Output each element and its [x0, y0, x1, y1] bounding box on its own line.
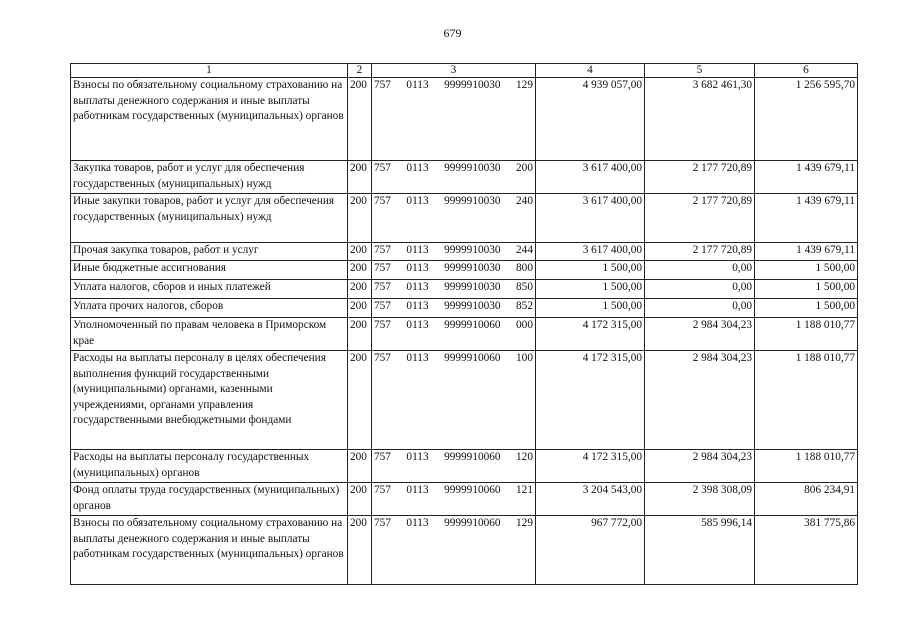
- code-part: 757: [374, 352, 391, 364]
- code-part: 0113: [406, 352, 429, 364]
- row-description: Взносы по обязательному социальному страхованию на выплаты денежного содержания и иные выплаты работникам государственных (муниципальных) органов: [71, 78, 348, 161]
- row-amount-6: 1 500,00: [755, 280, 858, 299]
- row-column-2: 200: [348, 243, 372, 261]
- row-column-2: 200: [348, 318, 372, 351]
- code-part: 9999910060: [444, 451, 501, 463]
- code-part: 757: [374, 281, 391, 293]
- row-amount-6: 1 439 679,11: [755, 243, 858, 261]
- code-part: 9999910030: [444, 162, 501, 174]
- code-part: 9999910030: [444, 195, 501, 207]
- code-part: 9999910060: [444, 517, 501, 529]
- row-amount-6: 1 256 595,70: [755, 78, 858, 161]
- code-part: 757: [374, 262, 391, 274]
- code-part: 9999910030: [444, 281, 501, 293]
- row-column-2: 200: [348, 450, 372, 483]
- row-amount-6: 1 500,00: [755, 261, 858, 280]
- row-amount-6: 1 188 010,77: [755, 318, 858, 351]
- code-part: 757: [374, 451, 391, 463]
- table-row: [71, 280, 858, 299]
- code-part: 9999910060: [444, 484, 501, 496]
- row-description: Иные закупки товаров, работ и услуг для обеспечения государственных (муниципальных) нужд: [71, 194, 348, 243]
- table-row: [71, 299, 858, 318]
- row-code: [372, 194, 536, 243]
- row-amount-6: 1 439 679,11: [755, 161, 858, 194]
- row-code: [372, 351, 536, 450]
- table-body: [71, 78, 858, 585]
- code-part: 757: [374, 484, 391, 496]
- code-part: 0113: [406, 517, 429, 529]
- code-part: 9999910030: [444, 262, 501, 274]
- row-column-2: 200: [348, 516, 372, 585]
- row-amount-5: 0,00: [645, 280, 755, 299]
- code-part: 9999910060: [444, 352, 501, 364]
- budget-table: [70, 63, 858, 585]
- code-part: 9999910030: [444, 244, 501, 256]
- row-amount-6: 806 234,91: [755, 483, 858, 516]
- code-part: 0113: [406, 79, 429, 91]
- row-amount-4: 1 500,00: [536, 261, 645, 280]
- row-column-2: 200: [348, 161, 372, 194]
- code-part: 0113: [406, 162, 429, 174]
- row-description: Уплата налогов, сборов и иных платежей: [71, 280, 348, 299]
- table-row: [71, 450, 858, 483]
- code-part: 120: [516, 451, 533, 463]
- code-part: 240: [516, 195, 533, 207]
- code-part: 800: [516, 262, 533, 274]
- row-description: Расходы на выплаты персоналу государственных (муниципальных) органов: [71, 450, 348, 483]
- row-amount-6: 1 188 010,77: [755, 351, 858, 450]
- table-row: [71, 78, 858, 161]
- code-part: 757: [374, 79, 391, 91]
- code-part: 0113: [406, 195, 429, 207]
- table-row: [71, 351, 858, 450]
- table-row: [71, 483, 858, 516]
- row-amount-5: 2 398 308,09: [645, 483, 755, 516]
- table-row: [71, 194, 858, 243]
- code-part: 129: [516, 79, 533, 91]
- row-amount-4: 4 172 315,00: [536, 450, 645, 483]
- page-number: 679: [443, 26, 462, 40]
- table-header-row: [71, 64, 858, 78]
- row-amount-4: 1 500,00: [536, 280, 645, 299]
- column-header: 6: [755, 64, 858, 78]
- row-column-2: 200: [348, 483, 372, 516]
- code-part: 850: [516, 281, 533, 293]
- row-code: [372, 78, 536, 161]
- code-part: 757: [374, 244, 391, 256]
- row-amount-4: 3 617 400,00: [536, 194, 645, 243]
- row-code: [372, 299, 536, 318]
- code-part: 0113: [406, 300, 429, 312]
- row-amount-4: 4 172 315,00: [536, 351, 645, 450]
- code-part: 0113: [406, 244, 429, 256]
- table-row: [71, 261, 858, 280]
- row-amount-4: 3 617 400,00: [536, 161, 645, 194]
- row-amount-5: 2 177 720,89: [645, 161, 755, 194]
- row-column-2: 200: [348, 78, 372, 161]
- row-amount-5: 585 996,14: [645, 516, 755, 585]
- row-column-2: 200: [348, 299, 372, 318]
- row-description: Уплата прочих налогов, сборов: [71, 299, 348, 318]
- row-amount-6: 1 188 010,77: [755, 450, 858, 483]
- row-amount-5: 0,00: [645, 299, 755, 318]
- code-part: 757: [374, 319, 391, 331]
- code-part: 0113: [406, 484, 429, 496]
- row-amount-4: 1 500,00: [536, 299, 645, 318]
- code-part: 757: [374, 162, 391, 174]
- row-amount-4: 967 772,00: [536, 516, 645, 585]
- row-description: Фонд оплаты труда государственных (муниципальных) органов: [71, 483, 348, 516]
- row-column-2: 200: [348, 194, 372, 243]
- row-column-2: 200: [348, 280, 372, 299]
- row-column-2: 200: [348, 351, 372, 450]
- column-header: 1: [71, 64, 348, 78]
- code-part: 100: [516, 352, 533, 364]
- row-code: [372, 450, 536, 483]
- row-amount-4: 4 939 057,00: [536, 78, 645, 161]
- row-code: [372, 161, 536, 194]
- row-amount-4: 3 204 543,00: [536, 483, 645, 516]
- code-part: 9999910030: [444, 79, 501, 91]
- row-description: Взносы по обязательному социальному страхованию на выплаты денежного содержания и иные выплаты работникам государственных (муниципальных) органов: [71, 516, 348, 585]
- row-amount-4: 4 172 315,00: [536, 318, 645, 351]
- row-amount-5: 2 984 304,23: [645, 450, 755, 483]
- code-part: 0113: [406, 262, 429, 274]
- code-part: 0113: [406, 451, 429, 463]
- row-amount-6: 381 775,86: [755, 516, 858, 585]
- row-amount-5: 2 177 720,89: [645, 243, 755, 261]
- row-code: [372, 280, 536, 299]
- row-description: Иные бюджетные ассигнования: [71, 261, 348, 280]
- code-part: 757: [374, 300, 391, 312]
- column-header: 5: [645, 64, 755, 78]
- code-part: 0113: [406, 281, 429, 293]
- table-row: [71, 243, 858, 261]
- row-amount-5: 2 984 304,23: [645, 351, 755, 450]
- row-amount-5: 0,00: [645, 261, 755, 280]
- row-code: [372, 261, 536, 280]
- row-description: Уполномоченный по правам человека в Приморском крае: [71, 318, 348, 351]
- row-description: Прочая закупка товаров, работ и услуг: [71, 243, 348, 261]
- row-code: [372, 318, 536, 351]
- row-description: Закупка товаров, работ и услуг для обеспечения государственных (муниципальных) нужд: [71, 161, 348, 194]
- code-part: 129: [516, 517, 533, 529]
- code-part: 852: [516, 300, 533, 312]
- table-row: [71, 161, 858, 194]
- row-amount-5: 2 177 720,89: [645, 194, 755, 243]
- table-row: [71, 516, 858, 585]
- code-part: 0113: [406, 319, 429, 331]
- code-part: 200: [516, 162, 533, 174]
- column-header: 4: [536, 64, 645, 78]
- column-header: 2: [348, 64, 372, 78]
- code-part: 9999910060: [444, 319, 501, 331]
- row-amount-4: 3 617 400,00: [536, 243, 645, 261]
- code-part: 757: [374, 195, 391, 207]
- row-amount-6: 1 439 679,11: [755, 194, 858, 243]
- code-part: 000: [516, 319, 533, 331]
- row-code: [372, 516, 536, 585]
- code-part: 244: [516, 244, 533, 256]
- row-amount-5: 3 682 461,30: [645, 78, 755, 161]
- column-header: 3: [372, 64, 536, 78]
- row-column-2: 200: [348, 261, 372, 280]
- code-part: 757: [374, 517, 391, 529]
- row-code: [372, 483, 536, 516]
- table-row: [71, 318, 858, 351]
- row-description: Расходы на выплаты персоналу в целях обеспечения выполнения функций государственными (муниципальными) органами, казенными учреждениями, органами управления государственными внебюджетными фондами: [71, 351, 348, 450]
- code-part: 9999910030: [444, 300, 501, 312]
- row-amount-6: 1 500,00: [755, 299, 858, 318]
- code-part: 121: [516, 484, 533, 496]
- row-code: [372, 243, 536, 261]
- row-amount-5: 2 984 304,23: [645, 318, 755, 351]
